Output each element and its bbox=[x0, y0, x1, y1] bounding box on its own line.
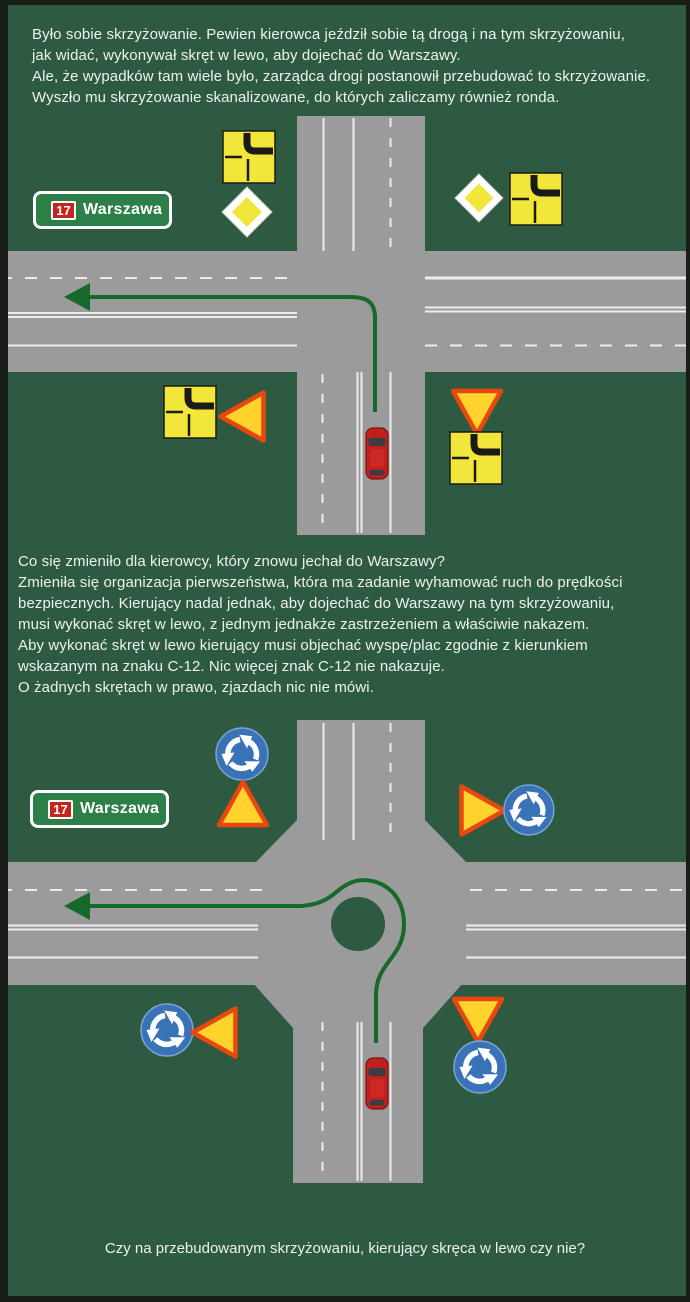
warszawa-direction-sign-before bbox=[33, 191, 172, 229]
frame-right bbox=[686, 0, 690, 1302]
car-after bbox=[366, 1058, 388, 1109]
yield-triangle-left-pointing-2 bbox=[188, 1006, 247, 1060]
t6-table-sign-bottom-left bbox=[163, 385, 217, 444]
d1-priority-sign-right bbox=[454, 173, 504, 228]
frame-top bbox=[0, 0, 690, 5]
diagram-before bbox=[0, 116, 690, 535]
route-number-badge: 17 bbox=[48, 800, 73, 819]
frame-bottom bbox=[0, 1296, 690, 1302]
explanation-line: Aby wykonać skręt w lewo kierujący musi objechać wyspę/plac zgodnie z kierunkiem bbox=[18, 637, 588, 654]
yield-triangle-left-pointing bbox=[216, 390, 275, 444]
explanation-line: bezpiecznych. Kierujący nadal jednak, aby dojechać do Warszawy na tym skrzyżowaniu, bbox=[18, 595, 615, 612]
yield-triangle-down-pointing-2 bbox=[451, 988, 505, 1047]
route-number-badge: 17 bbox=[51, 201, 76, 220]
explanation-paragraph bbox=[18, 551, 678, 698]
destination-label: Warszawa bbox=[83, 201, 163, 218]
t6-table-sign-top-left bbox=[222, 130, 276, 189]
explanation-line: O żadnych skrętach w prawo, zjazdach nic nie mówi. bbox=[18, 679, 374, 696]
t6-table-sign-top-right bbox=[509, 172, 563, 231]
intro-line: Wyszło mu skrzyżowanie skanalizowane, do których zaliczamy również ronda. bbox=[32, 89, 560, 106]
explanation-line: Co się zmieniło dla kierowcy, który znowu jechał do Warszawy? bbox=[18, 553, 446, 570]
central-island bbox=[331, 897, 385, 951]
explanation-line: wskazanym na znaku C-12. Nic więcej znak C-12 nie nakazuje. bbox=[18, 658, 445, 675]
intro-paragraph bbox=[32, 24, 677, 108]
t6-table-sign-bottom-right bbox=[449, 431, 503, 490]
explanation-line: musi wykonać skręt w lewo, z jednym jednakże zastrzeżeniem a właściwie nakazem. bbox=[18, 616, 590, 633]
destination-label: Warszawa bbox=[80, 800, 160, 817]
c12-roundabout-sign-bottom-left bbox=[140, 1003, 194, 1062]
c12-roundabout-sign-bottom-right bbox=[453, 1040, 507, 1099]
frame-left bbox=[0, 0, 8, 1302]
car-before bbox=[366, 428, 388, 479]
intro-line: jak widać, wykonywał skręt w lewo, aby dojechać do Warszawy. bbox=[32, 47, 461, 64]
c12-roundabout-sign-top-right bbox=[503, 784, 555, 841]
intro-line: Było sobie skrzyżowanie. Pewien kierowca jeździł sobie tą drogą i na tym skrzyżowaniu, bbox=[32, 26, 626, 43]
explanation-line: Zmieniła się organizacja pierwszeństwa, która ma zadanie wyhamować ruch do prędkości bbox=[18, 574, 623, 591]
d1-priority-sign-left bbox=[221, 186, 273, 243]
intro-line: Ale, że wypadków tam wiele było, zarządca drogi postanowił przebudować to skrzyżowanie. bbox=[32, 68, 651, 85]
warszawa-direction-sign-after bbox=[30, 790, 169, 828]
yield-triangle-right-pointing bbox=[451, 784, 510, 838]
final-question: Czy na przebudowanym skrzyżowaniu, kierujący skręca w lewo czy nie? bbox=[104, 1240, 586, 1257]
yield-triangle-up-pointing bbox=[216, 777, 270, 836]
